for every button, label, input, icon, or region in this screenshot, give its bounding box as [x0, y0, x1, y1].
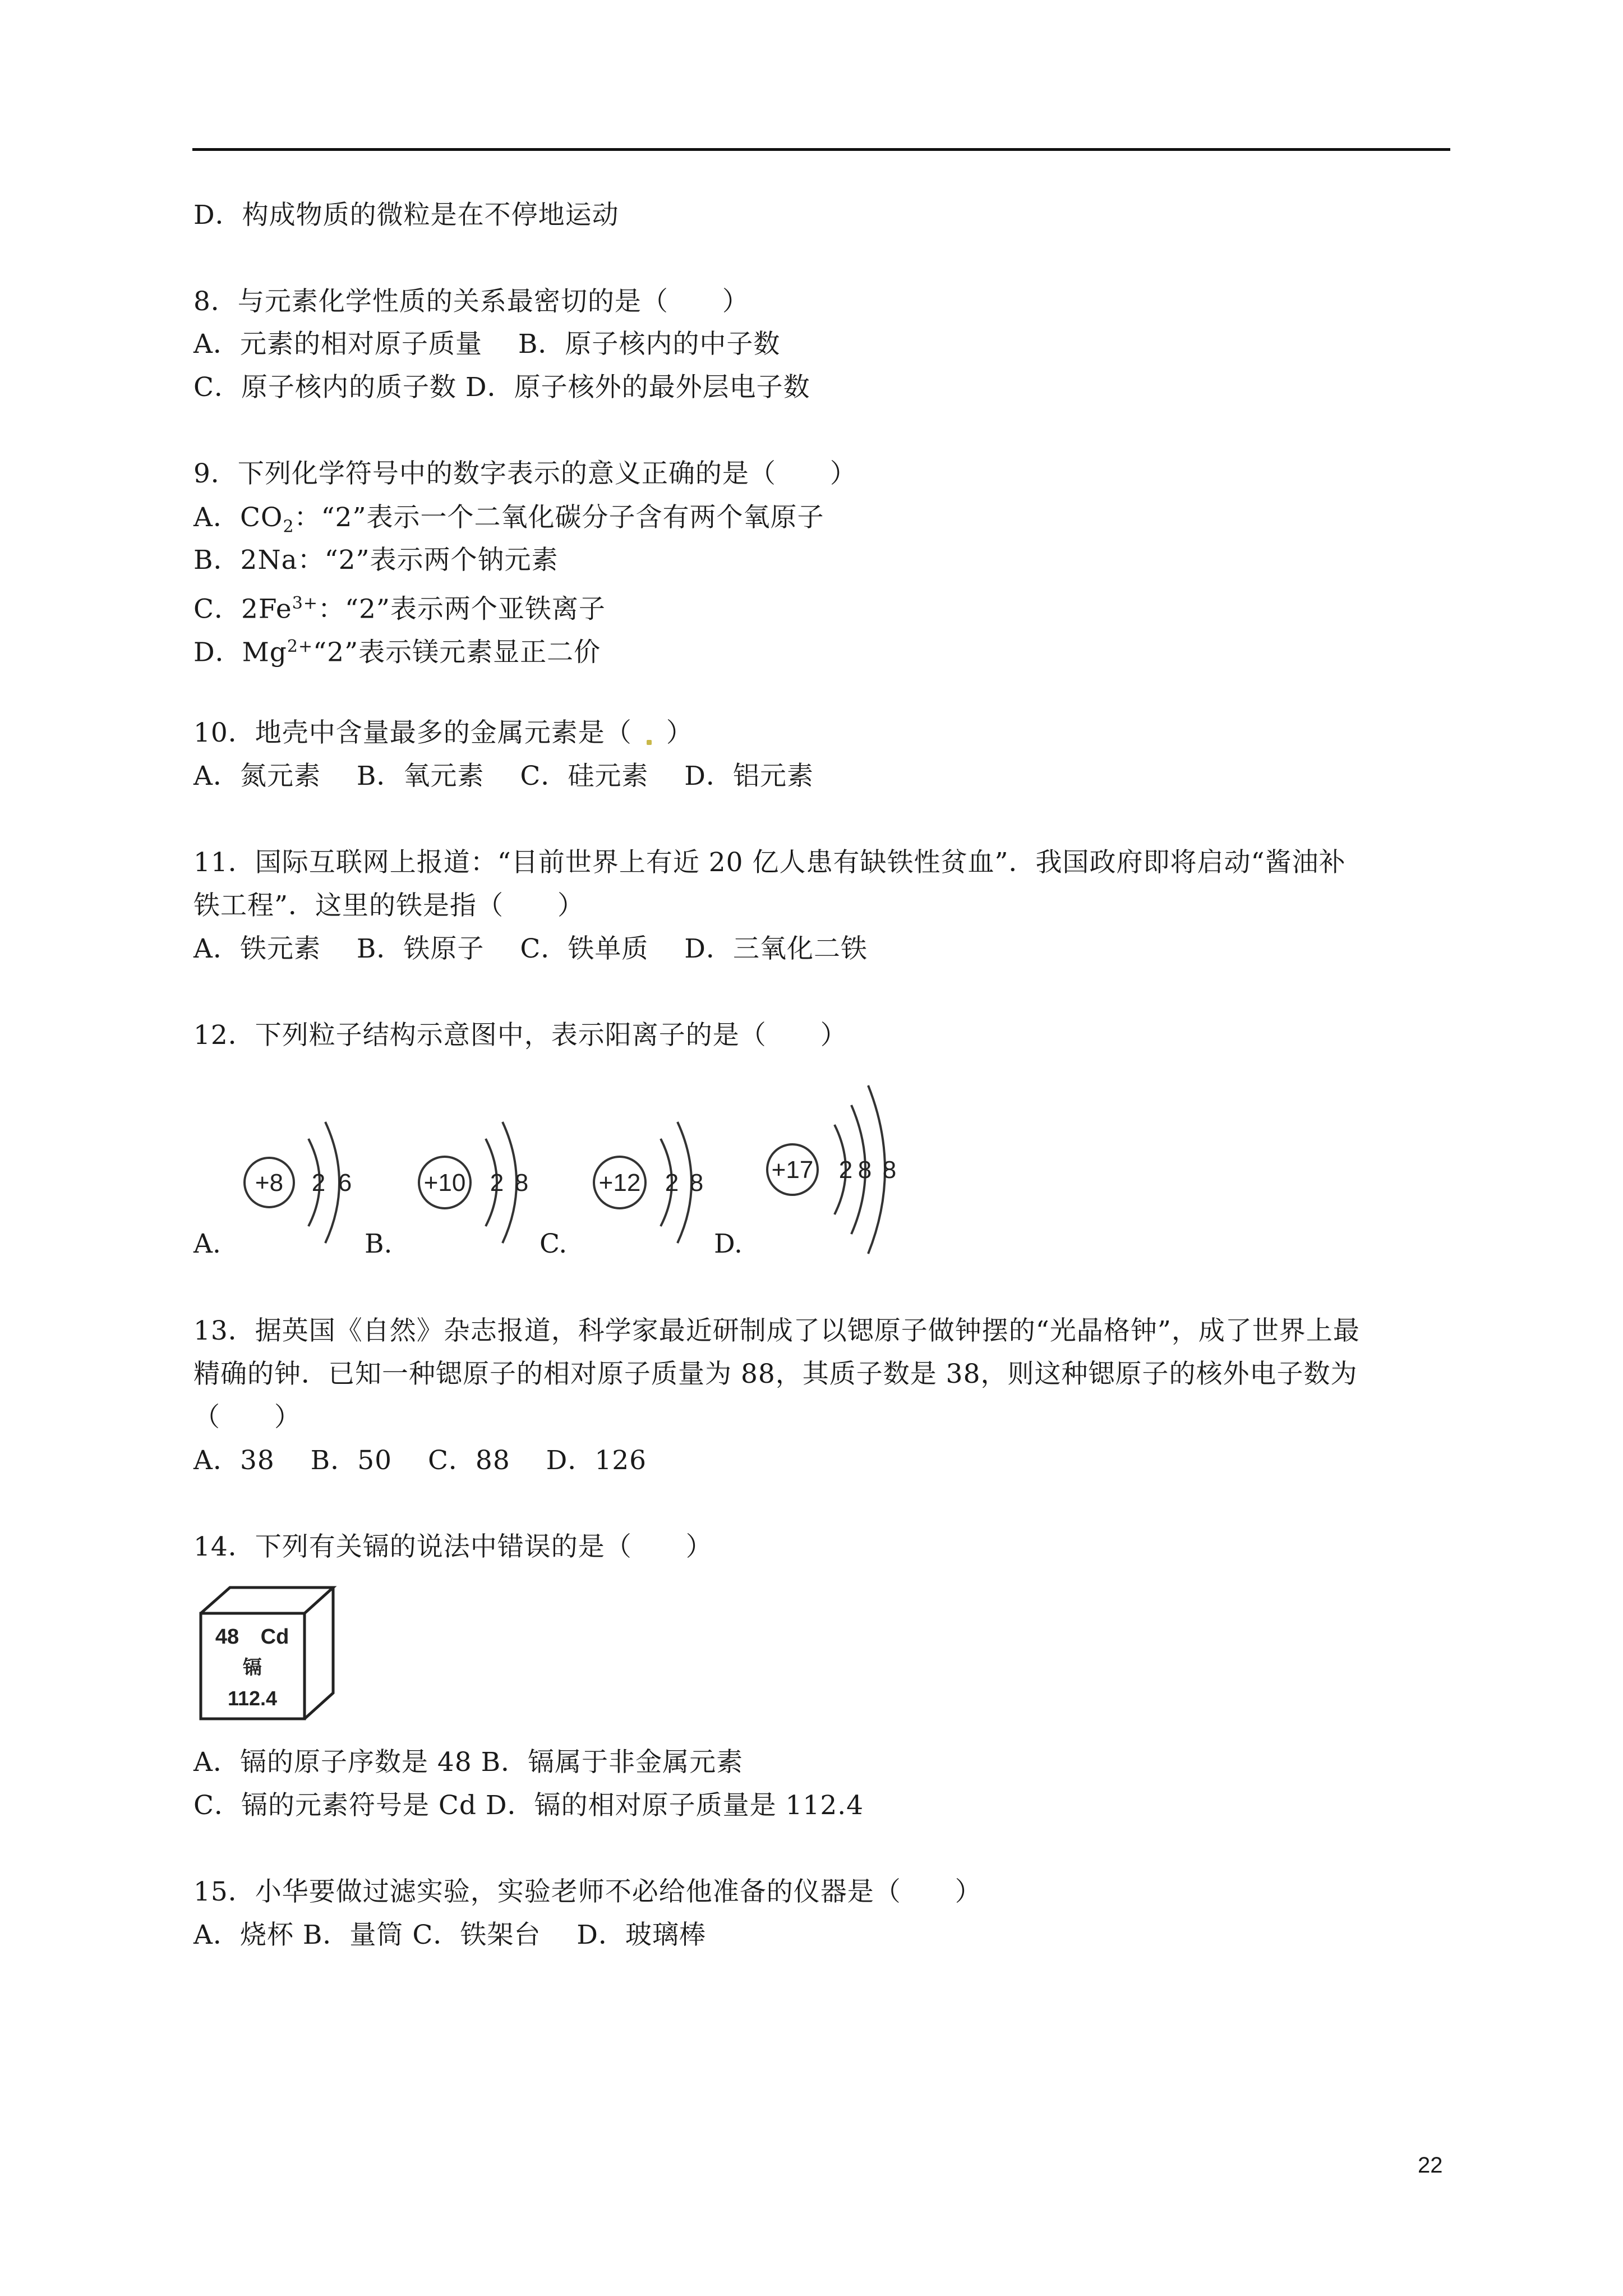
q9-option-c: C．$2Fe^{3+}$：“2”表示两个亚铁离子 [193, 593, 606, 625]
card-element-name: 镉 [243, 1657, 262, 1678]
nucleus-a: +8 [255, 1169, 284, 1197]
q12-label-a: A. [193, 1228, 221, 1259]
card-atomic-number: 48 [215, 1625, 239, 1649]
q13-stem-line1: 13．据英国《自然》杂志报道，科学家最近研制成了以锶原子做钟摆的“光晶格钟”，成了世界上最 [193, 1315, 1360, 1346]
q9-option-d: D．$Mg^{2+}“2$”表示镁元素显正二价 [193, 637, 601, 668]
header-rule [192, 148, 1450, 151]
q12-label-b: B. [365, 1228, 393, 1259]
cadmium-element-card [196, 1581, 342, 1727]
q9-option-b: B．2Na：“2”表示两个钠元素 [193, 545, 559, 576]
q8-stem: 8．与元素化学性质的关系最密切的是（ ） [193, 286, 749, 317]
page-number: 22 [1418, 2153, 1443, 2178]
card-symbol: Cd [260, 1625, 289, 1649]
stray-mark [647, 740, 652, 745]
q14-options-row2: C．镉的元素符号是 Cd D．镉的相对原子质量是 112.4 [193, 1790, 864, 1821]
shell-a-1: 2 [311, 1169, 326, 1197]
q7-option-d: D．构成物质的微粒是在不停地运动 [193, 200, 619, 231]
q15-stem: 15．小华要做过滤实验，实验老师不必给他准备的仪器是（ ） [193, 1876, 982, 1907]
shell-b-1: 2 [490, 1169, 504, 1197]
nucleus-b: +10 [423, 1169, 466, 1197]
shell-b-2: 8 [514, 1169, 529, 1197]
q12-atom-diagrams [224, 1066, 925, 1257]
q12-label-c: C. [540, 1228, 568, 1259]
q12-stem: 12．下列粒子结构示意图中，表示阳离子的是（ ） [193, 1020, 847, 1051]
nucleus-c: +12 [598, 1169, 641, 1197]
q10-options: A．氮元素 B．氧元素 C．硅元素 D．铝元素 [193, 761, 814, 792]
card-atomic-mass: 112.4 [227, 1687, 278, 1710]
q13-stem-line3: （ ） [193, 1402, 301, 1433]
q9-stem: 9．下列化学符号中的数字表示的意义正确的是（ ） [193, 458, 857, 489]
q13-options: A．38 B．50 C．88 D．126 [193, 1445, 647, 1476]
q12-label-d: D. [714, 1228, 743, 1259]
shell-d-1: 2 [838, 1156, 853, 1184]
nucleus-d: +17 [771, 1156, 814, 1184]
q9-option-a: A．$CO_2$：“2”表示一个二氧化碳分子含有两个氧原子 [193, 502, 824, 537]
q15-options: A．烧杯 B．量筒 C．铁架台 D．玻璃棒 [193, 1920, 706, 1950]
shell-a-2: 6 [338, 1169, 352, 1197]
q8-options-row1: A．元素的相对原子质量 B．原子核内的中子数 [193, 329, 781, 360]
shell-c-2: 8 [689, 1169, 704, 1197]
shell-c-1: 2 [665, 1169, 679, 1197]
q10-stem: 10．地壳中含量最多的金属元素是（ ） [193, 717, 693, 748]
shell-d-3: 8 [882, 1156, 897, 1184]
q11-stem-line2: 铁工程”．这里的铁是指（ ） [193, 890, 585, 921]
q11-stem-line1: 11．国际互联网上报道：“目前世界上有近 20 亿人患有缺铁性贫血”．我国政府即将启动“酱油补 [193, 847, 1346, 878]
q14-options-row1: A．镉的原子序数是 48 B．镉属于非金属元素 [193, 1747, 744, 1778]
q13-stem-line2: 精确的钟．已知一种锶原子的相对原子质量为 88，其质子数是 38，则这种锶原子的核外电子数为 [193, 1359, 1358, 1389]
q14-stem: 14．下列有关镉的说法中错误的是（ ） [193, 1531, 713, 1562]
q11-options: A．铁元素 B．铁原子 C．铁单质 D．三氧化二铁 [193, 933, 868, 964]
shell-d-2: 8 [857, 1156, 872, 1184]
q8-options-row2: C．原子核内的质子数 D．原子核外的最外层电子数 [193, 372, 810, 403]
